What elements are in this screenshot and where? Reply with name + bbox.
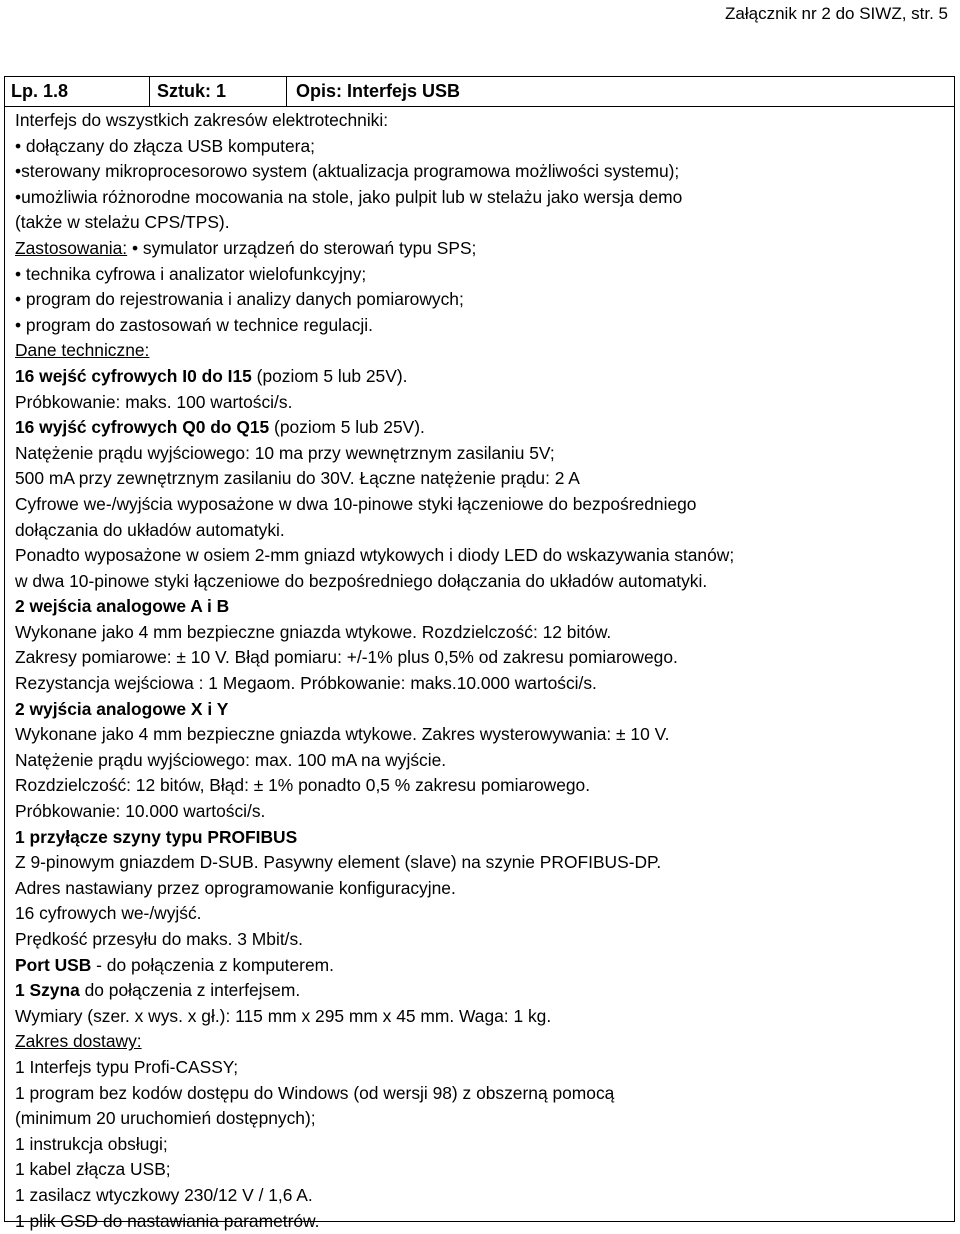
text-segment: 1 program bez kodów dostępu do Windows (od wersji 98) z obszerną pomocą: [15, 1082, 615, 1103]
description-body: [15, 108, 734, 1234]
bold-text: 2 wejścia analogowe A i B: [15, 596, 230, 617]
quantity-cell: Sztuk: 1: [150, 77, 287, 106]
text-segment: 1 instrukcja obsługi;: [15, 1133, 168, 1154]
text-line: [15, 799, 734, 825]
bold-text: 1 przyłącze szyny typu PROFIBUS: [15, 826, 298, 847]
text-line: [15, 850, 734, 876]
text-line: [15, 697, 734, 723]
page-header: Załącznik nr 2 do SIWZ, str. 5: [725, 4, 948, 23]
bold-text: Port USB: [15, 954, 92, 975]
text-line: [15, 185, 734, 211]
bold-text: 1 Szyna: [15, 980, 80, 1001]
text-line: [15, 1029, 734, 1055]
text-line: [15, 313, 734, 339]
text-line: [15, 108, 734, 134]
text-segment: Adres nastawiany przez oprogramowanie konfiguracyjne.: [15, 877, 456, 898]
text-segment: Interfejs do wszystkich zakresów elektrotechniki:: [15, 110, 389, 130]
text-line: [15, 671, 734, 697]
text-line: [15, 159, 734, 185]
text-segment: Próbkowanie: 10.000 wartości/s.: [15, 801, 266, 822]
text-line: [15, 953, 734, 979]
text-line: [15, 1183, 734, 1209]
section-heading: Zakres dostawy:: [15, 1031, 142, 1052]
text-segment: Rozdzielczość: 12 bitów, Błąd: ± 1% ponadto 0,5 % zakresu pomiarowego.: [15, 775, 591, 796]
text-segment: • technika cyfrowa i analizator wielofunkcyjny;: [15, 263, 367, 284]
text-segment: (poziom 5 lub 25V).: [269, 417, 425, 438]
bold-text: 16 wyjść cyfrowych Q0 do Q15: [15, 417, 270, 438]
text-segment: • program do zastosowań w technice regulacji.: [15, 314, 373, 335]
text-segment: Rezystancja wejściowa : 1 Megaom. Próbkowanie: maks.10.000 wartości/s.: [15, 673, 597, 694]
text-line: [15, 1209, 734, 1234]
text-line: [15, 236, 734, 262]
text-line: [15, 645, 734, 671]
text-segment: Ponadto wyposażone w osiem 2-mm gniazd wtykowych i diody LED do wskazywania stanów;: [15, 545, 735, 566]
text-line: [15, 543, 734, 569]
text-segment: Wykonane jako 4 mm bezpieczne gniazda wtykowe. Rozdzielczość: 12 bitów.: [15, 621, 612, 642]
text-segment: (poziom 5 lub 25V).: [251, 365, 408, 386]
item-number-cell: Lp. 1.8: [5, 77, 150, 106]
text-line: [15, 210, 734, 236]
text-line: [15, 415, 734, 441]
section-heading: Zastosowania:: [15, 237, 128, 258]
text-segment: - do połączenia z komputerem.: [91, 954, 334, 975]
text-segment: •umożliwia różnorodne mocowania na stole, jako pulpit lub w stelażu jako wersja demo: [15, 186, 683, 207]
text-line: [15, 466, 734, 492]
text-segment: 1 Interfejs typu Profi-CASSY;: [15, 1056, 239, 1077]
bold-text: 16 wejść cyfrowych I0 do I15: [15, 365, 252, 386]
text-line: [15, 390, 734, 416]
text-segment: do połączenia z interfejsem.: [79, 980, 301, 1001]
spec-table: [4, 76, 955, 1231]
text-segment: Próbkowanie: maks. 100 wartości/s.: [15, 391, 293, 412]
text-segment: 1 plik GSD do nastawiania parametrów.: [15, 1210, 320, 1231]
text-segment: Prędkość przesyłu do maks. 3 Mbit/s.: [15, 929, 304, 949]
text-segment: 500 mA przy zewnętrznym zasilaniu do 30V. Łączne natężenie prądu: 2 A: [15, 468, 580, 489]
text-line: [15, 569, 734, 595]
text-segment: • dołączany do złącza USB komputera;: [15, 135, 315, 156]
text-line: [15, 978, 734, 1004]
text-line: [15, 901, 734, 927]
text-line: [15, 748, 734, 774]
text-line: [15, 1081, 734, 1107]
text-line: [15, 1004, 734, 1030]
text-line: [15, 722, 734, 748]
text-line: [15, 1132, 734, 1158]
text-segment: Natężenie prądu wyjściowego: max. 100 mA na wyjście.: [15, 749, 447, 770]
text-line: [15, 876, 734, 902]
text-line: [15, 262, 734, 288]
text-line: [15, 927, 734, 953]
text-line: [15, 134, 734, 160]
text-segment: dołączania do układów automatyki.: [15, 519, 285, 540]
text-segment: Natężenie prądu wyjściowego: 10 ma przy wewnętrznym zasilaniu 5V;: [15, 442, 555, 463]
text-segment: 1 zasilacz wtyczkowy 230/12 V / 1,6 A.: [15, 1184, 313, 1205]
text-segment: Cyfrowe we-/wyjścia wyposażone w dwa 10-pinowe styki łączeniowe do bezpośredniego: [15, 493, 697, 514]
text-segment: w dwa 10-pinowe styki łączeniowe do bezpośredniego dołączania do układów automatyki.: [15, 570, 708, 591]
bold-text: 2 wyjścia analogowe X i Y: [15, 698, 229, 719]
text-line: [15, 825, 734, 851]
text-segment: •sterowany mikroprocesorowo system (aktualizacja programowa możliwości systemu);: [15, 161, 680, 182]
text-line: [15, 518, 734, 544]
text-segment: • symulator urządzeń do sterowań typu SPS;: [127, 237, 477, 258]
text-segment: (także w stelażu CPS/TPS).: [15, 212, 230, 233]
text-line: [15, 364, 734, 390]
text-line: [15, 594, 734, 620]
text-line: [15, 441, 734, 467]
section-heading: Dane techniczne:: [15, 340, 150, 361]
text-line: [15, 1106, 734, 1132]
description-title-cell: Opis: Interfejs USB: [296, 81, 461, 101]
table-header-row: [5, 77, 954, 107]
text-line: [15, 338, 734, 364]
text-line: [15, 773, 734, 799]
text-line: [15, 1055, 734, 1081]
text-line: [15, 492, 734, 518]
text-segment: • program do rejestrowania i analizy danych pomiarowych;: [15, 289, 464, 310]
text-segment: Wymiary (szer. x wys. x gł.): 115 mm x 295 mm x 45 mm. Waga: 1 kg.: [15, 1005, 552, 1026]
text-segment: Zakresy pomiarowe: ± 10 V. Błąd pomiaru: +/-1% plus 0,5% od zakresu pomiarowego.: [15, 647, 678, 668]
text-segment: 1 kabel złącza USB;: [15, 1159, 171, 1180]
text-segment: Wykonane jako 4 mm bezpieczne gniazda wtykowe. Zakres wysterowywania: ± 10 V.: [15, 724, 670, 745]
text-segment: (minimum 20 uruchomień dostępnych);: [15, 1108, 316, 1129]
text-line: [15, 1157, 734, 1183]
text-line: [15, 620, 734, 646]
text-line: [15, 287, 734, 313]
text-segment: Z 9-pinowym gniazdem D-SUB. Pasywny element (slave) na szynie PROFIBUS-DP.: [15, 852, 662, 873]
text-segment: 16 cyfrowych we-/wyjść.: [15, 903, 202, 924]
